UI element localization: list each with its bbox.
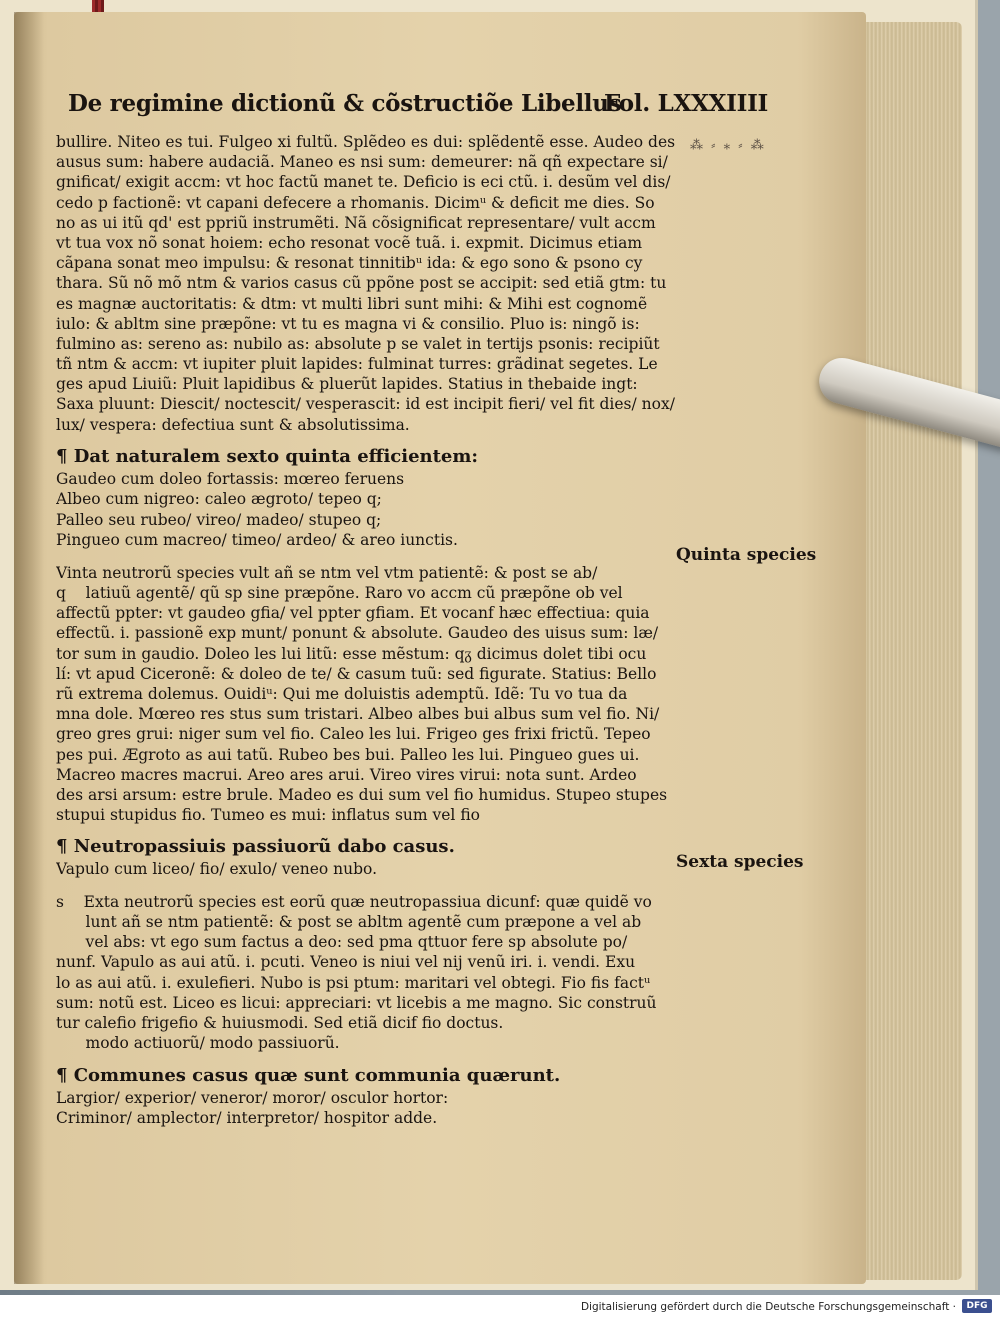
digitization-credit: Digitalisierung gefördert durch die Deutsche Forschungsgemeinschaft ·: [580, 1301, 956, 1313]
verse-line: modo actiuorũ/ modo passiuorũ.: [56, 1034, 340, 1053]
text-line: thara. Sũ nõ mõ ntm & varios casus cũ ppõne post se accipit: sed etiã gtm: tu: [56, 274, 667, 293]
text-line: cedo p factionẽ: vt capani defecere a rhomanis. Dicimᵘ & deficit me dies. So: [56, 193, 655, 212]
bookmark-ribbon: [92, 0, 104, 12]
verse-line: Criminor/ amplector/ interpretor/ hospitor adde.: [56, 1109, 438, 1128]
section-heading: ¶ Communes casus quæ sunt communia quærunt.: [56, 1064, 561, 1086]
running-header: [68, 90, 768, 126]
text-line: Vinta neutrorũ species vult añ se ntm vel vtm patientẽ: & post se ab/: [56, 563, 598, 582]
text-line: vt tua vox nõ sonat hoiem: echo resonat vocẽ tuã. i. expmit. Dicimus etiam: [56, 233, 643, 252]
text-line: es magnæ auctoritatis: & dtm: vt multi libri sunt mihi: & Mihi est cognomẽ: [56, 294, 648, 313]
text-line: ausus sum: habere audaciã. Maneo es nsi sum: demeurer: nã qñ expectare si/: [56, 153, 668, 172]
text-line: affectũ ppter: vt gaudeo gfia/ vel ppter gfiam. Et vocanf hæc effectiua: quia: [56, 604, 650, 623]
text-line: cãpana sonat meo impulsu: & resonat tinnitibᵘ ida: & ego sono & psono cy: [56, 254, 643, 273]
text-line: ges apud Liuiũ: Pluit lapidibus & pluerũt lapides. Statius in thebaide ingt:: [56, 375, 638, 394]
text-line: sum: notũ est. Liceo es licui: appreciari: vt licebis a me magno. Sic construũ: [56, 993, 657, 1012]
paragraph-gap: [56, 551, 676, 563]
verse-line: Largior/ experior/ veneror/ moror/ osculor hortor:: [56, 1088, 449, 1107]
text-line: Macreo macres macrui. Areo ares arui. Vireo vires virui: nota sunt. Ardeo: [56, 765, 637, 784]
text-line: stupui stupidus fio. Tumeo es mui: inflatus sum vel fio: [56, 806, 480, 825]
page-fore-edge: [862, 22, 962, 1280]
text-line: q latiuũ agentẽ/ qũ sp sine præpõne. Raro vo accm cũ præpõne ob vel: [56, 584, 623, 602]
text-line: gnificat/ exigit accm: vt hoc factũ manet te. Deficio is eci ctũ. i. desũm vel dis/: [56, 173, 671, 192]
text-line: rũ extrema dolemus. Ouidiᵘ: Qui me doluistis ademptũ. Idẽ: Tu vo tua da: [56, 684, 628, 703]
text-line: bullire. Niteo es tui. Fulgeo xi fultũ. Splẽdeo es dui: splẽdentẽ esse. Audeo des: [56, 133, 676, 151]
verse-line: Albeo cum nigreo: caleo ægroto/ tepeo q;: [56, 490, 382, 509]
text-line: s Exta neutrorũ species est eorũ quæ neutropassiua dicunf: quæ quidẽ vo: [56, 892, 652, 911]
marginal-scribble: ⁂ ⸗ ⁎ ⸗ ⁂: [690, 138, 766, 153]
verse-line: Gaudeo cum doleo fortassis: mœreo feruens: [56, 469, 405, 488]
folio-number: Fol. LXXXIIII: [603, 90, 768, 117]
text-line: vel abs: vt ego sum factus a deo: sed pma qttuor fere sp absolute po/: [56, 933, 628, 952]
gutter-shadow: [14, 12, 44, 1284]
dfg-logo: DFG: [962, 1299, 992, 1313]
verse-line: Pingueo cum macreo/ timeo/ ardeo/ & areo iunctis.: [56, 531, 458, 550]
text-line: lí: vt apud Ciceronẽ: & doleo de te/ & casum tuũ: sed figurate. Statius: Bello: [56, 664, 657, 683]
text-line: tur calefio frigefio & huiusmodi. Sed etiã dicif fio doctus.: [56, 1013, 504, 1032]
text-line: des arsi arsum: estre brule. Madeo es dui sum vel fio humidus. Stupeo stupes: [56, 785, 668, 804]
text-line: lunt añ se ntm patientẽ: & post se abltm agentẽ cum præpone a vel ab: [56, 912, 642, 931]
text-line: mna dole. Mœreo res stus sum tristari. Albeo albes bui albus sum vel fio. Ni/: [56, 705, 660, 724]
text-line: tor sum in gaudio. Doleo les lui litũ: esse mẽstum: qᵹ dicimus dolet tibi ocu: [56, 644, 647, 663]
paragraph-gap: [56, 880, 676, 892]
page-text-block: [56, 132, 676, 1129]
running-title: De regimine dictionũ & cõstructiõe Libellus: [68, 90, 622, 117]
section-heading: ¶ Dat naturalem sexto quinta efficientem:: [56, 445, 479, 467]
text-line: effectũ. i. passionẽ exp munt/ ponunt & absolute. Gaudeo des uisus sum: læ/: [56, 624, 659, 643]
text-line: fulmino as: sereno as: nubilo as: absolute p se valet in tertijs psonis: recipiũt: [56, 334, 660, 353]
text-line: greo gres grui: niger sum vel fio. Caleo les lui. Frigeo ges frixi frictũ. Tepeo: [56, 725, 651, 744]
text-line: lo as aui atũ. i. exulefieri. Nubo is psi ptum: maritari vel obtegi. Fio fis factᵘ: [56, 973, 651, 992]
text-line: nunf. Vapulo as aui atũ. i. pcuti. Veneo is niui vel nij venũ iri. i. vendi. Exu: [56, 953, 636, 972]
text-line: no as ui itũ qd' est ppriũ instrumẽti. Nã cõsignificat representare/ vult accm: [56, 213, 656, 232]
text-line: tñ ntm & accm: vt iupiter pluit lapides: fulminat turres: grãdinat segetes. Le: [56, 355, 658, 374]
text-line: lux/ vespera: defectiua sunt & absolutissima.: [56, 415, 410, 434]
margin-note-quinta-species: Quinta species: [676, 545, 817, 565]
section-heading: ¶ Neutropassiuis passiuorũ dabo casus.: [56, 836, 455, 858]
text-line: iulo: & abltm sine præpõne: vt tu es magna vi & consilio. Pluo is: ningõ is:: [56, 314, 640, 333]
text-line: Saxa pluunt: Diescit/ noctescit/ vesperascit: id est incipit fieri/ vel fit dies/ nox/: [56, 395, 675, 414]
verse-line: Palleo seu rubeo/ vireo/ madeo/ stupeo q;: [56, 510, 382, 529]
verse-line: Vapulo cum liceo/ fio/ exulo/ veneo nubo.: [56, 860, 378, 879]
text-line: pes pui. Ægroto as aui tatũ. Rubeo bes bui. Palleo les lui. Pingueo gues ui.: [56, 745, 640, 764]
margin-note-sexta-species: Sexta species: [676, 852, 804, 872]
